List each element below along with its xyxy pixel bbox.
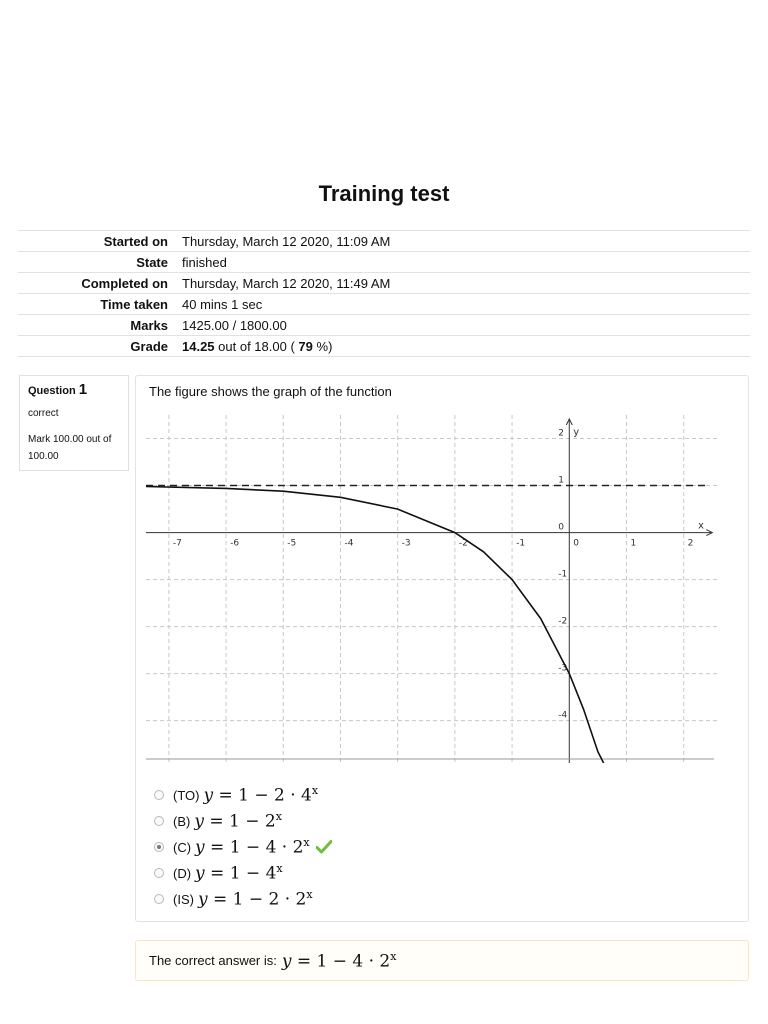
formula-expression: = 1 − 4 · 2 bbox=[291, 951, 391, 972]
formula-exponent: x bbox=[276, 862, 283, 876]
answer-label: (B) bbox=[173, 813, 191, 829]
formula-exponent: x bbox=[303, 836, 310, 850]
summary-label: State bbox=[18, 252, 182, 273]
x-tick-label: -1 bbox=[516, 538, 526, 549]
grade-value bbox=[182, 336, 750, 357]
x-tick-label: -5 bbox=[287, 538, 297, 549]
answer-option[interactable] bbox=[154, 782, 332, 808]
answer-formula bbox=[195, 836, 310, 858]
y-tick-label: -4 bbox=[558, 710, 568, 721]
grade-percent: 79 bbox=[298, 338, 313, 354]
summary-value: Thursday, March 12 2020, 11:49 AM bbox=[182, 273, 750, 294]
answer-radio[interactable] bbox=[154, 816, 164, 826]
y-axis-label: y bbox=[573, 427, 580, 438]
formula-exponent: x bbox=[306, 888, 313, 902]
answer-label: (C) bbox=[173, 839, 192, 855]
formula-expression: = 1 − 2 · 4 bbox=[213, 785, 312, 806]
summary-label: Time taken bbox=[18, 294, 182, 315]
formula-expression: = 1 − 2 · 2 bbox=[207, 889, 307, 910]
answer-radio[interactable] bbox=[154, 790, 164, 800]
grade-out-of: out of 18.00 ( bbox=[218, 338, 295, 354]
y-tick-label: 2 bbox=[558, 428, 565, 439]
answer-options bbox=[154, 782, 332, 912]
question-text: The figure shows the graph of the function bbox=[149, 384, 392, 399]
summary-label: Started on bbox=[18, 231, 182, 252]
y-tick-label: 1 bbox=[558, 475, 565, 486]
question-number bbox=[28, 381, 120, 398]
summary-row bbox=[18, 315, 750, 336]
correct-answer-formula bbox=[282, 950, 397, 972]
summary-row bbox=[18, 294, 750, 315]
feedback-box bbox=[135, 940, 749, 981]
formula-variable: y bbox=[194, 811, 204, 832]
function-graph bbox=[146, 415, 718, 763]
formula-expression: = 1 − 4 bbox=[204, 863, 277, 884]
x-tick-label: 0 bbox=[573, 538, 580, 549]
formula-expression: = 1 − 2 bbox=[203, 811, 276, 832]
correct-check-icon bbox=[316, 840, 332, 854]
formula-exponent: x bbox=[275, 810, 282, 824]
formula-variable: y bbox=[195, 837, 205, 858]
answer-option[interactable] bbox=[154, 808, 332, 834]
formula-variable: y bbox=[197, 889, 208, 910]
grade-suffix: %) bbox=[316, 338, 333, 354]
formula-expression: = 1 − 4 · 2 bbox=[204, 837, 304, 858]
answer-label: (TO) bbox=[173, 787, 200, 803]
answer-option[interactable] bbox=[154, 886, 332, 912]
formula-exponent: x bbox=[390, 950, 397, 963]
formula-variable: y bbox=[195, 863, 205, 884]
x-tick-label: -4 bbox=[344, 538, 354, 549]
summary-label: Completed on bbox=[18, 273, 182, 294]
correct-answer-label: The correct answer is: bbox=[149, 953, 277, 969]
x-tick-label: -3 bbox=[401, 538, 411, 549]
answer-option[interactable] bbox=[154, 834, 332, 860]
question-number-value: 1 bbox=[78, 381, 88, 398]
answer-radio[interactable] bbox=[154, 894, 164, 904]
y-tick-label: -3 bbox=[558, 663, 568, 674]
question-mark: Mark 100.00 out of 100.00 bbox=[28, 434, 112, 462]
answer-formula bbox=[194, 810, 282, 832]
answer-label: (IS) bbox=[173, 891, 194, 907]
summary-value: 1425.00 / 1800.00 bbox=[182, 315, 750, 336]
summary-value: 40 mins 1 sec bbox=[182, 294, 750, 315]
question-state: correct bbox=[28, 408, 59, 419]
x-tick-label: -6 bbox=[230, 538, 240, 549]
formula-variable: y bbox=[203, 785, 214, 806]
summary-row bbox=[18, 252, 750, 273]
answer-radio[interactable] bbox=[154, 868, 164, 878]
summary-row bbox=[18, 231, 750, 252]
answer-option[interactable] bbox=[154, 860, 332, 886]
answer-radio-selected[interactable] bbox=[154, 842, 164, 852]
y-tick-label: -2 bbox=[558, 616, 568, 627]
formula-exponent: x bbox=[311, 784, 319, 798]
question-info-panel bbox=[19, 375, 129, 471]
answer-formula bbox=[195, 862, 283, 884]
y-tick-label: -1 bbox=[558, 569, 568, 580]
attempt-summary-table bbox=[18, 230, 750, 357]
summary-row bbox=[18, 273, 750, 294]
x-axis-label: x bbox=[697, 520, 704, 532]
summary-row-grade bbox=[18, 336, 750, 357]
summary-label: Marks bbox=[18, 315, 182, 336]
x-tick-label: 2 bbox=[687, 538, 694, 549]
page-title: Training test bbox=[318, 181, 450, 206]
correct-answer-line bbox=[149, 950, 396, 972]
answer-label: (D) bbox=[173, 865, 192, 881]
grade-score: 14.25 bbox=[182, 338, 215, 354]
formula-variable: y bbox=[281, 951, 292, 972]
function-curve bbox=[146, 487, 604, 764]
y-tick-label: 0 bbox=[558, 522, 565, 533]
answer-formula bbox=[198, 888, 313, 910]
x-tick-label: 1 bbox=[630, 538, 637, 549]
question-prefix: Question bbox=[28, 385, 76, 397]
x-tick-label: -2 bbox=[458, 538, 468, 549]
summary-value: Thursday, March 12 2020, 11:09 AM bbox=[182, 231, 750, 252]
summary-value: finished bbox=[182, 252, 750, 273]
answer-formula bbox=[203, 784, 318, 806]
grade-label: Grade bbox=[18, 336, 182, 357]
x-tick-label: -7 bbox=[172, 538, 182, 549]
